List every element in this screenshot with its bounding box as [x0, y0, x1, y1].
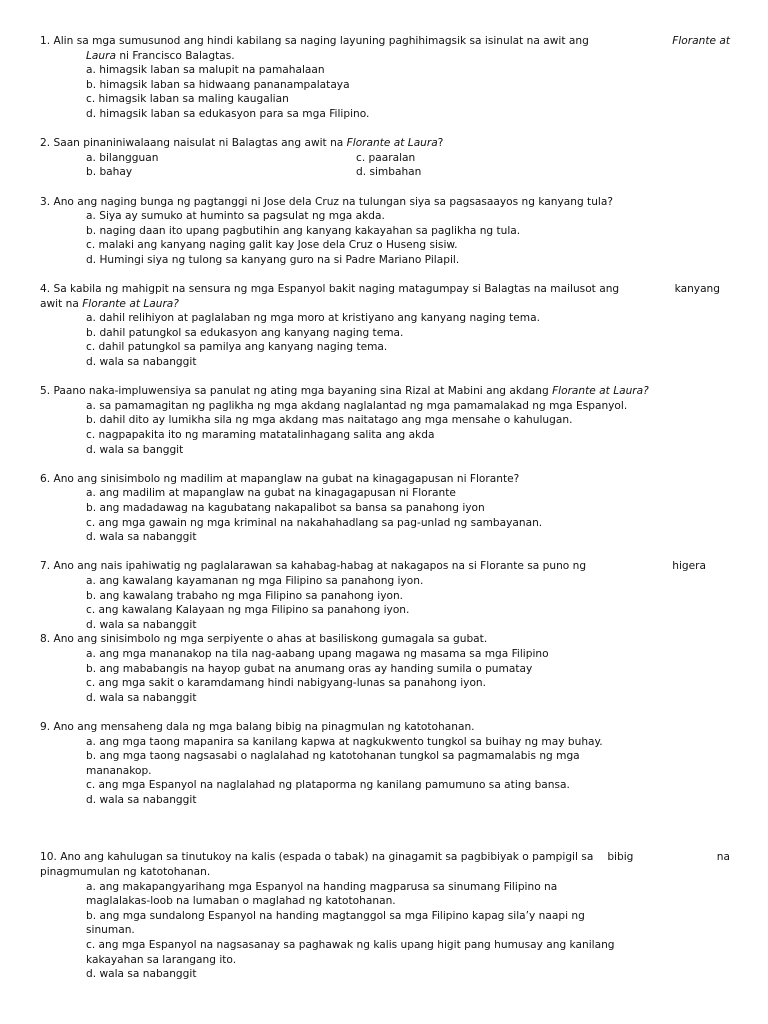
option: a. ang kawalang kayamanan ng mga Filipino sa panahong iyon.	[86, 574, 424, 587]
question-2-options	[86, 151, 730, 180]
question-9	[40, 720, 730, 808]
option: c. himagsik laban sa maling kaugalian	[86, 93, 289, 106]
option: d. wala sa banggit	[86, 443, 184, 456]
option: b. ang madadawag na kagubatang nakapalibot sa bansa sa panahong iyon	[86, 502, 485, 514]
option: b. ang mga taong nagsasabi o naglalahad ng katotohanan tungkol sa pagmamalabis ng mga	[86, 750, 580, 763]
option: c. ang mga Espanyol na nagsasanay sa paghawak ng kalis upang higit pang humusay ang kanilang	[86, 939, 615, 952]
option: b. dahil patungkol sa edukasyon ang kanyang naging tema.	[86, 326, 404, 339]
option: c. paaralan	[356, 151, 416, 164]
option: b. ang mga sundalong Espanyol na handing magtanggol sa mga Filipino kapag sila’y naapi ng	[86, 909, 585, 922]
question-1	[40, 34, 730, 122]
question-5-stem: 5. Paano naka-impluwensiya sa panulat ng ating mga bayaning sina Rizal at Mabini ang akdang Florante at Laura?	[40, 385, 649, 398]
option: d. wala sa nabanggit	[86, 968, 197, 981]
question-8-stem: 8. Ano ang sinisimbolo ng mga serpiyente o ahas at basiliskong gumagala sa gubat.	[40, 633, 488, 646]
option: c. nagpapakita ito ng maraming matatalinhagang salita ang akda	[86, 429, 435, 442]
option: b. himagsik laban sa hidwaang pananampalataya	[86, 78, 350, 91]
option-continued: mananakop.	[86, 764, 152, 777]
question-1-stem: 1. Alin sa mga sumusunod ang hindi kabilang sa naging layuning paghihimagsik sa isinulat na awit ang Florante at Laura ni Francisco Balagtas.	[40, 35, 730, 62]
question-5-options	[86, 399, 730, 457]
question-6	[40, 472, 730, 545]
option: a. ang mga mananakop na tila nag-aabang upang magawa ng masama sa mga Filipino	[86, 647, 549, 660]
question-7-stem: 7. Ano ang nais ipahiwatig ng paglalarawan sa kahabag-habag at nakagapos na si Florante sa puno ng higera	[40, 560, 706, 573]
option: b. ang mababangis na hayop gubat na anumang oras ay handing sumila o pumatay	[86, 662, 533, 675]
question-3-options	[86, 209, 730, 267]
question-10-options	[86, 880, 730, 982]
question-3-stem: 3. Ano ang naging bunga ng pagtanggi ni Jose dela Cruz na tulungan siya sa pagsasaayos ng kanyang tula?	[40, 195, 613, 208]
option: d. simbahan	[356, 166, 422, 179]
question-3	[40, 195, 730, 268]
question-9-stem: 9. Ano ang mensaheng dala ng mga balang bibig na pinagmulan ng katotohanan.	[40, 720, 475, 733]
quiz-document	[40, 34, 730, 982]
option: a. bilangguan	[86, 151, 159, 164]
question-7	[40, 559, 730, 632]
option: d. wala sa nabanggit	[86, 531, 197, 544]
question-9-options	[86, 735, 730, 808]
option: d. wala sa nabanggit	[86, 793, 197, 806]
option: d. wala sa nabanggit	[86, 356, 197, 369]
option: d. Humingi siya ng tulong sa kanyang guro na si Padre Mariano Pilapil.	[86, 253, 460, 266]
option: a. ang mga taong mapanira sa kanilang kapwa at nagkukwento tungkol sa buihay ng may buhay.	[86, 735, 603, 748]
option: c. ang mga gawain ng mga kriminal na nakahahadlang sa pag-unlad ng sambayanan.	[86, 516, 543, 529]
option: d. wala sa nabanggit	[86, 691, 197, 704]
option: a. dahil relihiyon at paglalaban ng mga moro at kristiyano ang kanyang naging tema.	[86, 312, 540, 325]
option: c. malaki ang kanyang naging galit kay Jose dela Cruz o Huseng sisiw.	[86, 239, 458, 252]
question-8	[40, 632, 730, 705]
question-1-options	[86, 63, 730, 121]
option: d. wala sa nabanggit	[86, 618, 197, 631]
option-continued: sinuman.	[86, 924, 135, 937]
option: a. himagsik laban sa malupit na pamahalaan	[86, 64, 325, 77]
option: c. ang mga sakit o karamdamang hindi nabigyang-lunas sa panahong iyon.	[86, 677, 487, 690]
question-10	[40, 850, 730, 981]
question-7-options	[86, 574, 730, 632]
question-6-options	[86, 486, 730, 544]
option: b. dahil dito ay lumikha sila ng mga akdang mas naitatago ang mga mensahe o kahulugan.	[86, 414, 573, 427]
question-6-stem: 6. Ano ang sinisimbolo ng madilim at mapanglaw na gubat na kinagagapusan ni Florante?	[40, 472, 520, 485]
question-5	[40, 384, 730, 457]
option: b. ang kawalang trabaho ng mga Filipino sa panahong iyon.	[86, 589, 404, 602]
question-4-stem: 4. Sa kabila ng mahigpit na sensura ng mga Espanyol bakit naging matagumpay si Balagtas na mailusot ang kanyang awit na Florante at Laura?	[40, 283, 720, 310]
question-10-stem: 10. Ano ang kahulugan sa tinutukoy na kalis (espada o tabak) na ginagamit sa pagbibiyak o pampigil sa bibig na pinagmumulan ng katotohanan.	[40, 851, 730, 879]
question-4-options	[86, 311, 730, 369]
question-2	[40, 136, 730, 180]
option: a. ang madilim at mapanglaw na gubat na kinagagapusan ni Florante	[86, 487, 456, 500]
option: b. bahay	[86, 166, 133, 179]
option: d. himagsik laban sa edukasyon para sa mga Filipino.	[86, 107, 370, 120]
option: a. sa pamamagitan ng paglikha ng mga akdang naglalantad ng mga pamamalakad ng mga Espanyol.	[86, 399, 628, 412]
option: c. ang mga Espanyol na naglalahad ng plataporma ng kanilang pamumuno sa ating bansa.	[86, 779, 570, 792]
option: a. Siya ay sumuko at huminto sa pagsulat ng mga akda.	[86, 210, 385, 223]
option: b. naging daan ito upang pagbutihin ang kanyang kakayahan sa paglikha ng tula.	[86, 224, 521, 237]
option-continued: kakayahan sa larangang ito.	[86, 953, 237, 966]
option: a. ang makapangyarihang mga Espanyol na handing magparusa sa sinumang Filipino na	[86, 880, 558, 893]
question-2-stem: 2. Saan pinaniniwalaang naisulat ni Balagtas ang awit na Florante at Laura?	[40, 137, 444, 150]
option: c. ang kawalang Kalayaan ng mga Filipino sa panahong iyon.	[86, 604, 410, 617]
option-continued: maglalakas-loob na lumaban o maglahad ng katotohanan.	[86, 895, 396, 908]
question-8-options	[86, 647, 730, 705]
option: c. dahil patungkol sa pamilya ang kanyang naging tema.	[86, 341, 388, 354]
question-4	[40, 282, 730, 370]
